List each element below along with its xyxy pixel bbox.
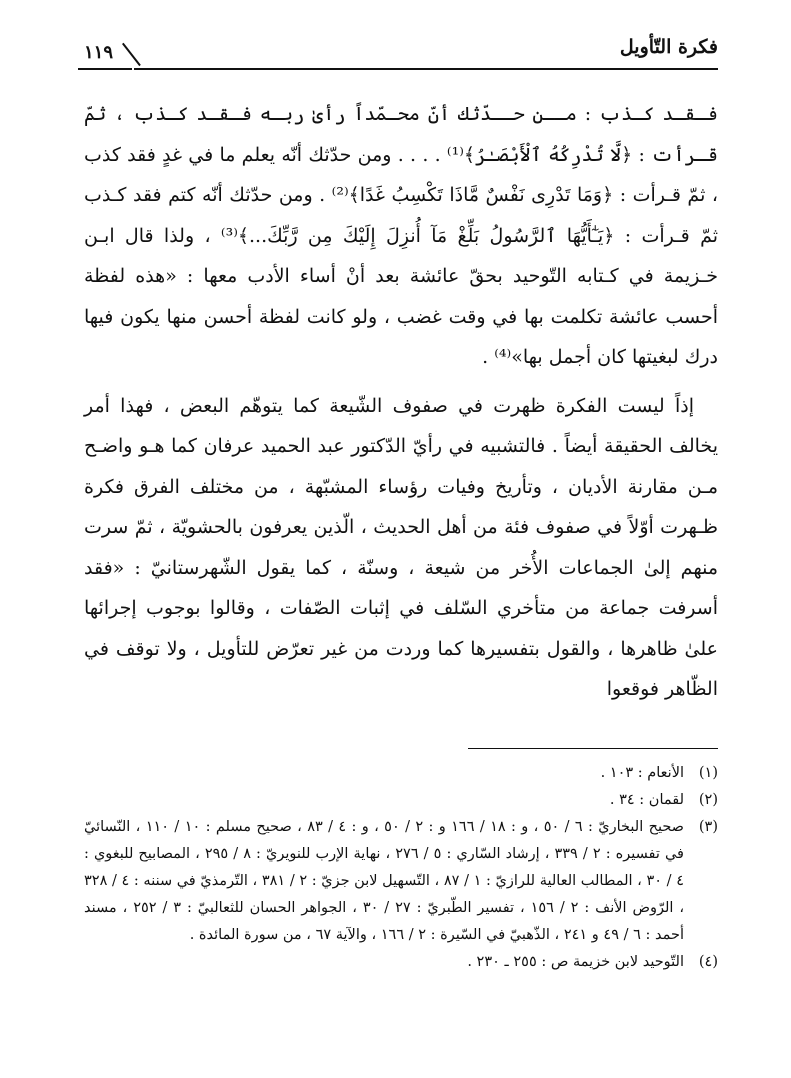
- page-number: ١١٩: [84, 42, 114, 63]
- footnote: [84, 949, 718, 976]
- footnote-number: (٢): [698, 792, 718, 808]
- footnote: [84, 814, 718, 949]
- header-rule: [134, 68, 718, 70]
- footnote-separator: [468, 748, 718, 749]
- footnote-number: (١): [698, 765, 718, 781]
- footnote-text: صحيح البخاريّ : ٦ / ٥٠ ، و : ١٨ / ١٦٦ و : ٢ / ٥٠ ، و : ٤ / ٨٣ ، صحيح مسلم : ١٠ / ١١٠ ، النّسائيّ في تفسيره : ٢ / ٣٣٩ ، إرشاد السّاري : ٥ / ٢٧٦ ، نهاية الإرب للنويريّ : ٨ / ٢٩٥ ، المصابيح للبغوي : ٤ / ٣٠ ، المطالب العالية للرازيّ : ١ / ٨٧ ، التّسهيل لابن جزيّ : ٢ / ٣٨١ ، التّرمذيّ في سننه : ٤ / ٣٢٨ ، الرّوض الأنف : ٢ / ١٥٦ ، تفسير الطّبريّ : ٢٧ / ٣٠ ، الجواهر الحسان للثعالبيّ : ٣ / ٢٥٢ ، مسند أحمد : ٦ / ٤٩ و ٢٤١ ، الذّهبيّ في السّيرة : ٢ / ١٦٦ ، والآية ٦٧ ، من سورة المائدة .: [84, 819, 685, 943]
- paragraph: فـقـد كـذب : مــن حــدّثك أنّ محـمّداً رأىٰ ربـه فـقـد كـذب ، ثمّ قـرأت : ﴿لَّا تُدْرِكُهُ ٱلْأَبْصَـٰرُ﴾⁽¹⁾ . . . . ومن حدّثك أنّه يعلم ما في غدٍ فقد كذب ، ثمّ قـرأت : ﴿وَمَا تَدْرِى نَفْسٌ مَّاذَا تَكْسِبُ غَدًا﴾⁽²⁾ . ومن حدّثك أنّه كتم فقد كـذب ثمّ قـرأت : ﴿يَـٰٓأَيُّهَا ٱلرَّسُولُ بَلِّغْ مَآ أُنزِلَ إِلَيْكَ مِن رَّبِّكَ...﴾⁽³⁾ ، ولذا قال ابـن خـزيمة في كـتابه التّوحيد بحقّ عائشة بعد أنْ أساء الأدب معها : «هذه لفظة أحسب عائشة تكلمت بها في وقت غضب ، ولو كانت لفظة أحسن منها يكون فيها درك لبغيتها كان أجمل بها»⁽⁴⁾ .: [84, 103, 718, 368]
- footnote-text: لقمان : ٣٤ .: [609, 792, 684, 808]
- footnote-text: الأنعام : ١٠٣ .: [600, 765, 684, 781]
- footnote-number: (٤): [698, 954, 718, 970]
- main-text: [84, 94, 718, 710]
- footnote-number: (٣): [698, 819, 718, 835]
- running-header: [78, 34, 718, 70]
- chapter-title: فكرة التّأويل: [619, 36, 718, 58]
- footnotes: [84, 760, 718, 976]
- paragraph: إذاً ليست الفكرة ظهرت في صفوف الشّيعة كما يتوهّم البعض ، فهذا أمر يخالف الحقيقة أيضاً . فالتشبيه في رأيّ الدّكتور عبد الحميد عرفان كما هـو واضـح مـن مقارنة الأديان ، وتأريخ وفيات رؤساء المشبّهة ، من مختلف الفرق فكرة ظـهرت أوّلاً في صفوف فئة من أهل الحديث ، الّذين يعرفون بالحشويّة ، ثمّ سرت منهم إلىٰ الجماعات الأُخر من شيعة ، وسنّة ، كما يقول الشّهرستانيّ : «فقد أسرفت جماعة من متأخري السّلف في إثبات الصّفات ، وقالوا بوجوب إجرائها علىٰ ظاهرها ، والقول بتفسيرها كما وردت من غير تعرّض للتأويل ، ولا توقف في الظّاهر فوقعوا: [84, 394, 718, 700]
- footnote: [84, 787, 718, 814]
- footnote: [84, 760, 718, 787]
- footnote-text: التّوحيد لابن خزيمة ص : ٢٥٥ ـ ٢٣٠ .: [467, 954, 684, 970]
